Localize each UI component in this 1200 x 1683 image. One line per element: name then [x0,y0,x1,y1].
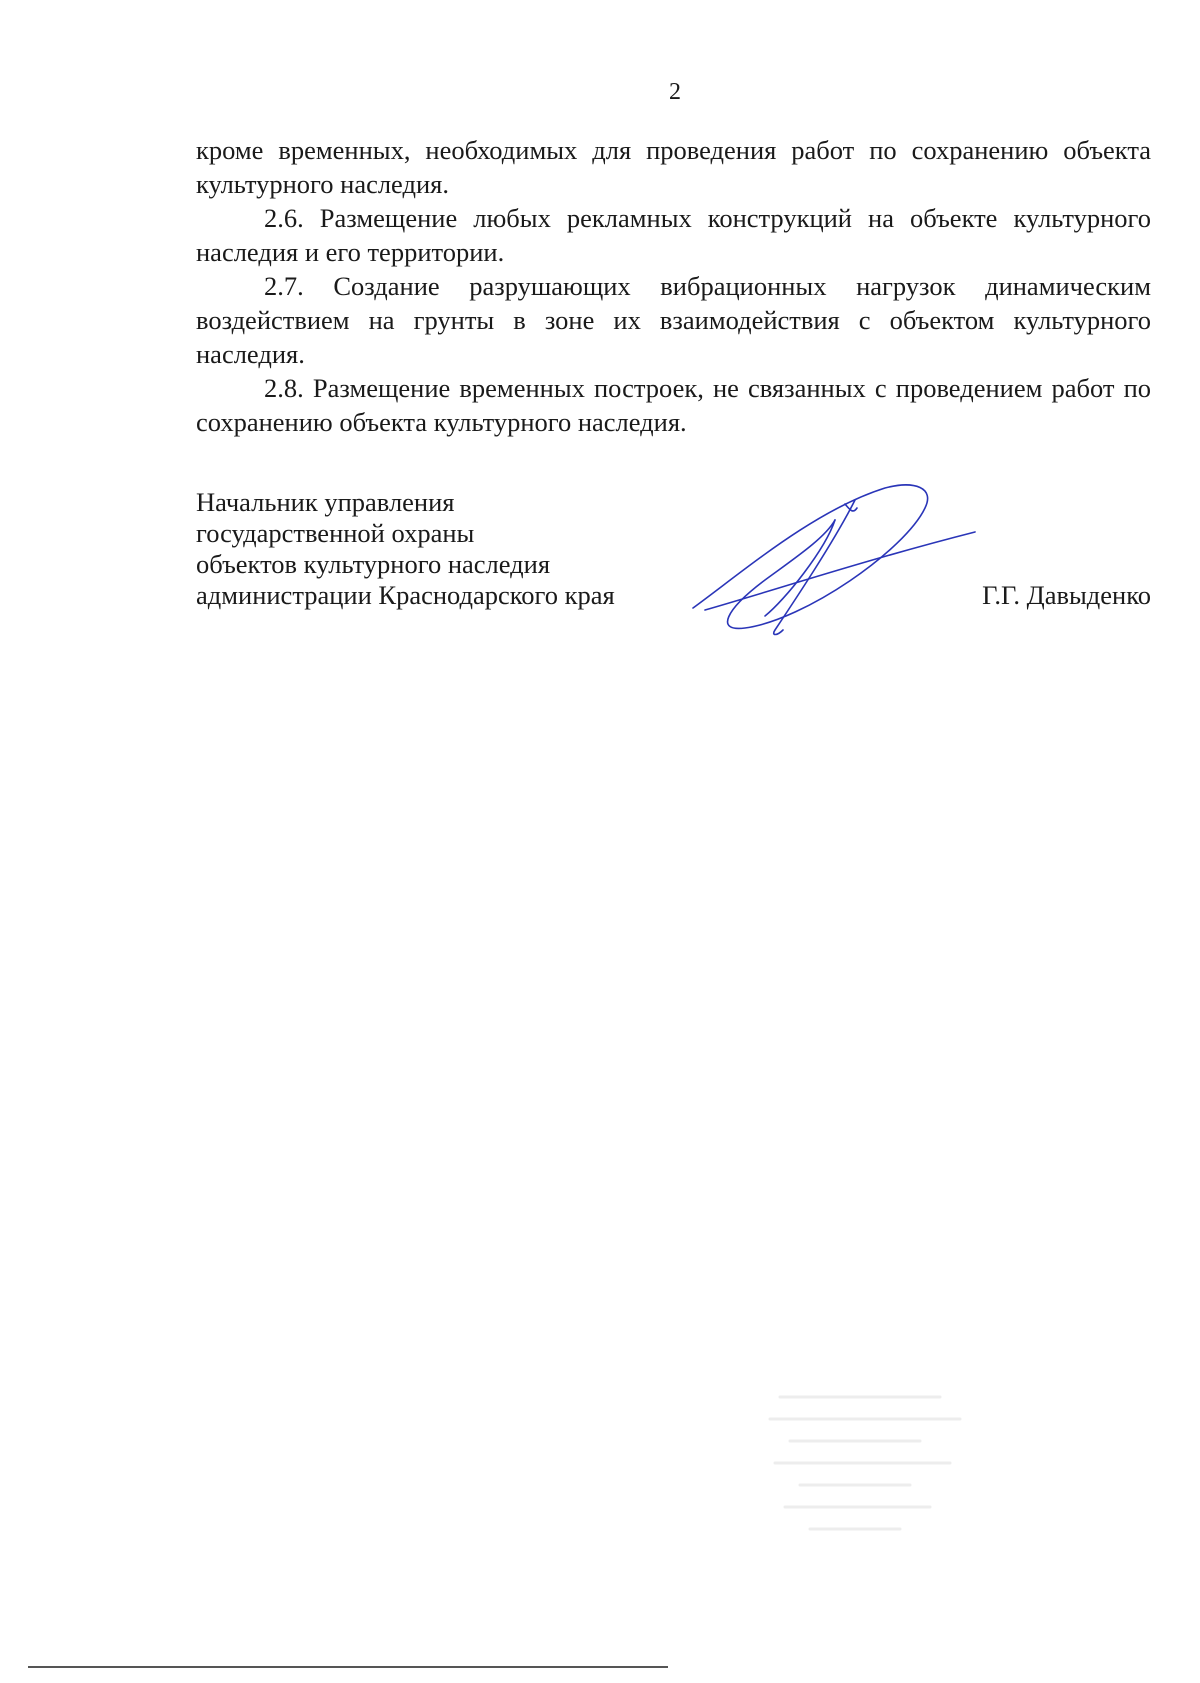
signer-name: Г.Г. Давыденко [982,580,1151,610]
signature-stroke [705,532,975,610]
signature-stroke [693,485,928,629]
document-body [196,133,1151,439]
paragraph-2-7: 2.7. Создание разрушающих вибрационных нагрузок динамическим воздействием на грунты в зоне их взаимодействия с объектом культурного наследия. [196,271,1151,369]
position-line: администрации Краснодарского края [196,580,615,610]
signature-stroke [774,500,855,635]
signer-position [196,487,676,611]
position-line: Начальник управления [196,487,455,517]
position-line: объектов культурного наследия [196,549,551,579]
paragraph-2-8: 2.8. Размещение временных построек, не связанных с проведением работ по сохранению объекта культурного наследия. [196,373,1151,437]
page-number: 2 [669,79,681,105]
signature-block [196,487,1151,627]
bottom-scan-edge [28,1666,668,1668]
paragraph-continuation: кроме временных, необходимых для проведения работ по сохранению объекта культурного наследия. [196,135,1151,199]
handwritten-signature [685,480,985,640]
paragraph-2-6: 2.6. Размещение любых рекламных конструкций на объекте культурного наследия и его территории. [196,203,1151,267]
faded-stamp-imprint [760,1385,1000,1545]
position-line: государственной охраны [196,518,475,548]
